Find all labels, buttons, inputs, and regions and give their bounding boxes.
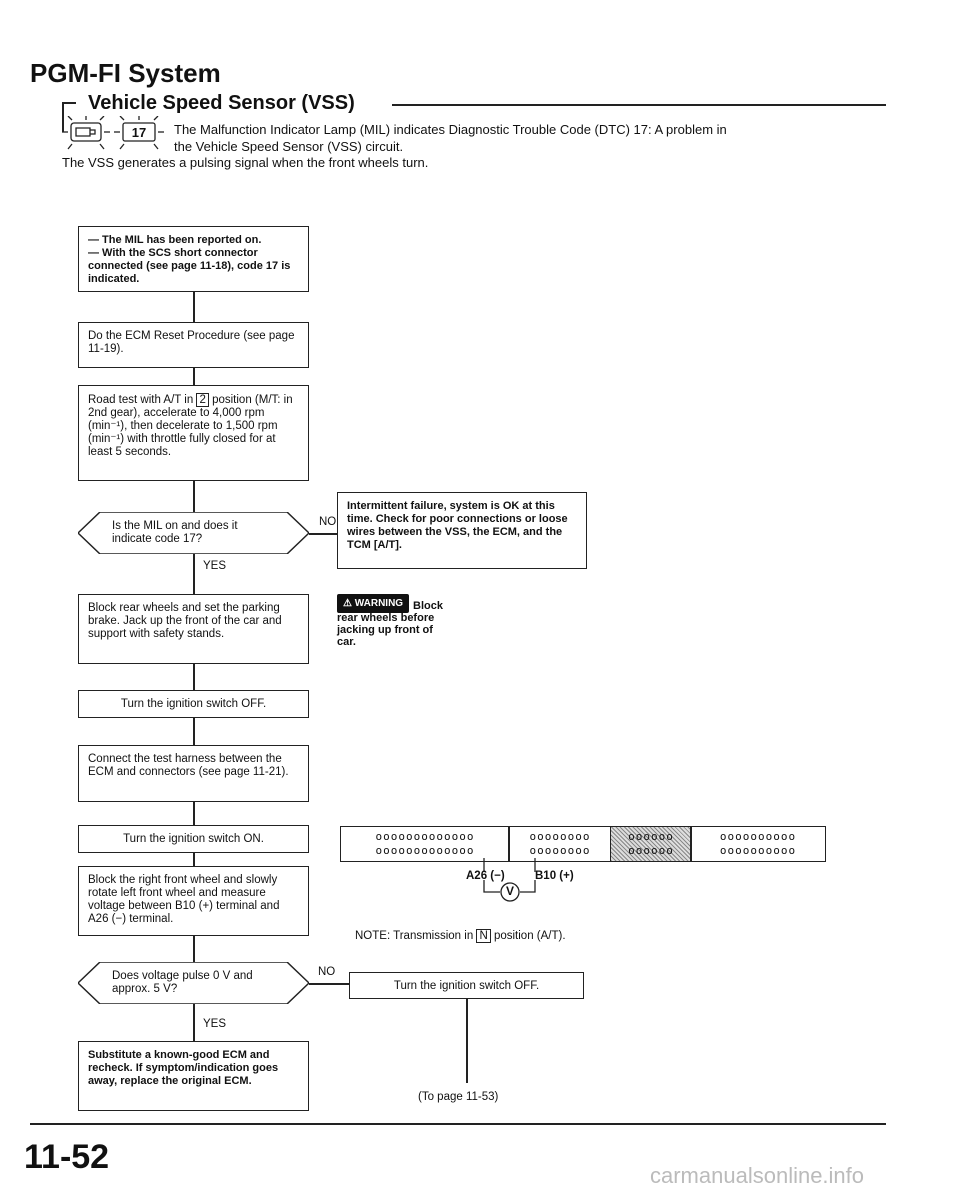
connector-a-pins: ooooooooooooo ooooooooooooo [340,826,510,862]
decision-2: Does voltage pulse 0 V and approx. 5 V? [78,962,309,1004]
voltmeter-label: V [505,884,514,898]
measure-voltage-box: Block the right front wheel and slowly rotate left front wheel and measure voltage between B10 (+) terminal and A26 (−) terminal. [78,866,309,936]
road-test-box: Road test with A/T in 2 position (M/T: in 2nd gear), accelerate to 4,000 rpm (min⁻¹), then decelerate to 1,500 rpm (min⁻¹) with throttle fully closed for at least 5 seconds. [78,385,309,481]
start-line-2: — With the SCS short connector connected (see page 11-18), code 17 is indicated. [88,247,291,285]
position-n-box: N [476,929,490,943]
connect-harness-box: Connect the test harness between the ECM and connectors (see page 11-21). [78,745,309,802]
yes2-label: YES [203,1018,227,1030]
connector-d-pins: oooooooooo oooooooooo [690,826,826,862]
no1-label: NO [319,516,337,528]
warning-text: Block rear wheels before jacking up front of car. [337,600,443,648]
block-wheels-box: Block rear wheels and set the parking brake. Jack up the front of the car and support with safety stands. [78,594,309,664]
mil-icon [62,116,110,150]
ecm-reset-box: Do the ECM Reset Procedure (see page 11-19). [78,322,309,368]
turn-off-box: Turn the ignition switch OFF. [349,972,584,999]
page-number: 11-52 [24,1138,110,1176]
transmission-note: NOTE: Transmission in N position (A/T). [355,930,566,942]
connector-c-pins: oooooo oooooo [610,826,692,862]
yes1-label: YES [203,560,227,572]
ignition-on-box: Turn the ignition switch ON. [78,825,309,853]
final-box: Substitute a known-good ECM and recheck. If symptom/indication goes away, replace the original ECM. [78,1041,309,1111]
connector-b-pins: oooooooo oooooooo [508,826,612,862]
section-rule [392,104,886,106]
to-page-label: (To page 11-53) [418,1091,499,1103]
section-bracket-top [62,102,76,104]
dtc-code: 17 [131,125,147,140]
a26-label: A26 (−) [466,870,505,882]
mil-description: The Malfunction Indicator Lamp (MIL) indicates Diagnostic Trouble Code (DTC) 17: A problem in the Vehicle Speed Sensor (VSS) circuit. [174,122,727,154]
no2-connector [309,983,349,985]
start-box [78,226,309,292]
to-page-connector [466,999,468,1083]
page-rule [30,1123,886,1125]
warning-badge: ⚠ WARNING [337,594,409,613]
watermark: carmanualsonline.info [650,1163,865,1188]
system-title: PGM-FI System [30,58,221,88]
ignition-off-box: Turn the ignition switch OFF. [78,690,309,718]
dtc-code-icon [114,116,164,150]
vss-description: The VSS generates a pulsing signal when the front wheels turn. [62,155,429,170]
section-title: Vehicle Speed Sensor (VSS) [88,92,355,114]
b10-label: B10 (+) [535,870,574,882]
start-line-1: — The MIL has been reported on. [88,234,262,246]
position-2-box: 2 [196,393,208,407]
no1-connector [309,533,337,535]
decision-1: Is the MIL on and does it indicate code 17? [78,512,309,554]
intermittent-box: Intermittent failure, system is OK at this time. Check for poor connections or loose wires between the VSS, the ECM, and the TCM [A/T]. [337,492,587,569]
no2-label: NO [318,966,336,978]
voltmeter-probe [480,858,600,908]
